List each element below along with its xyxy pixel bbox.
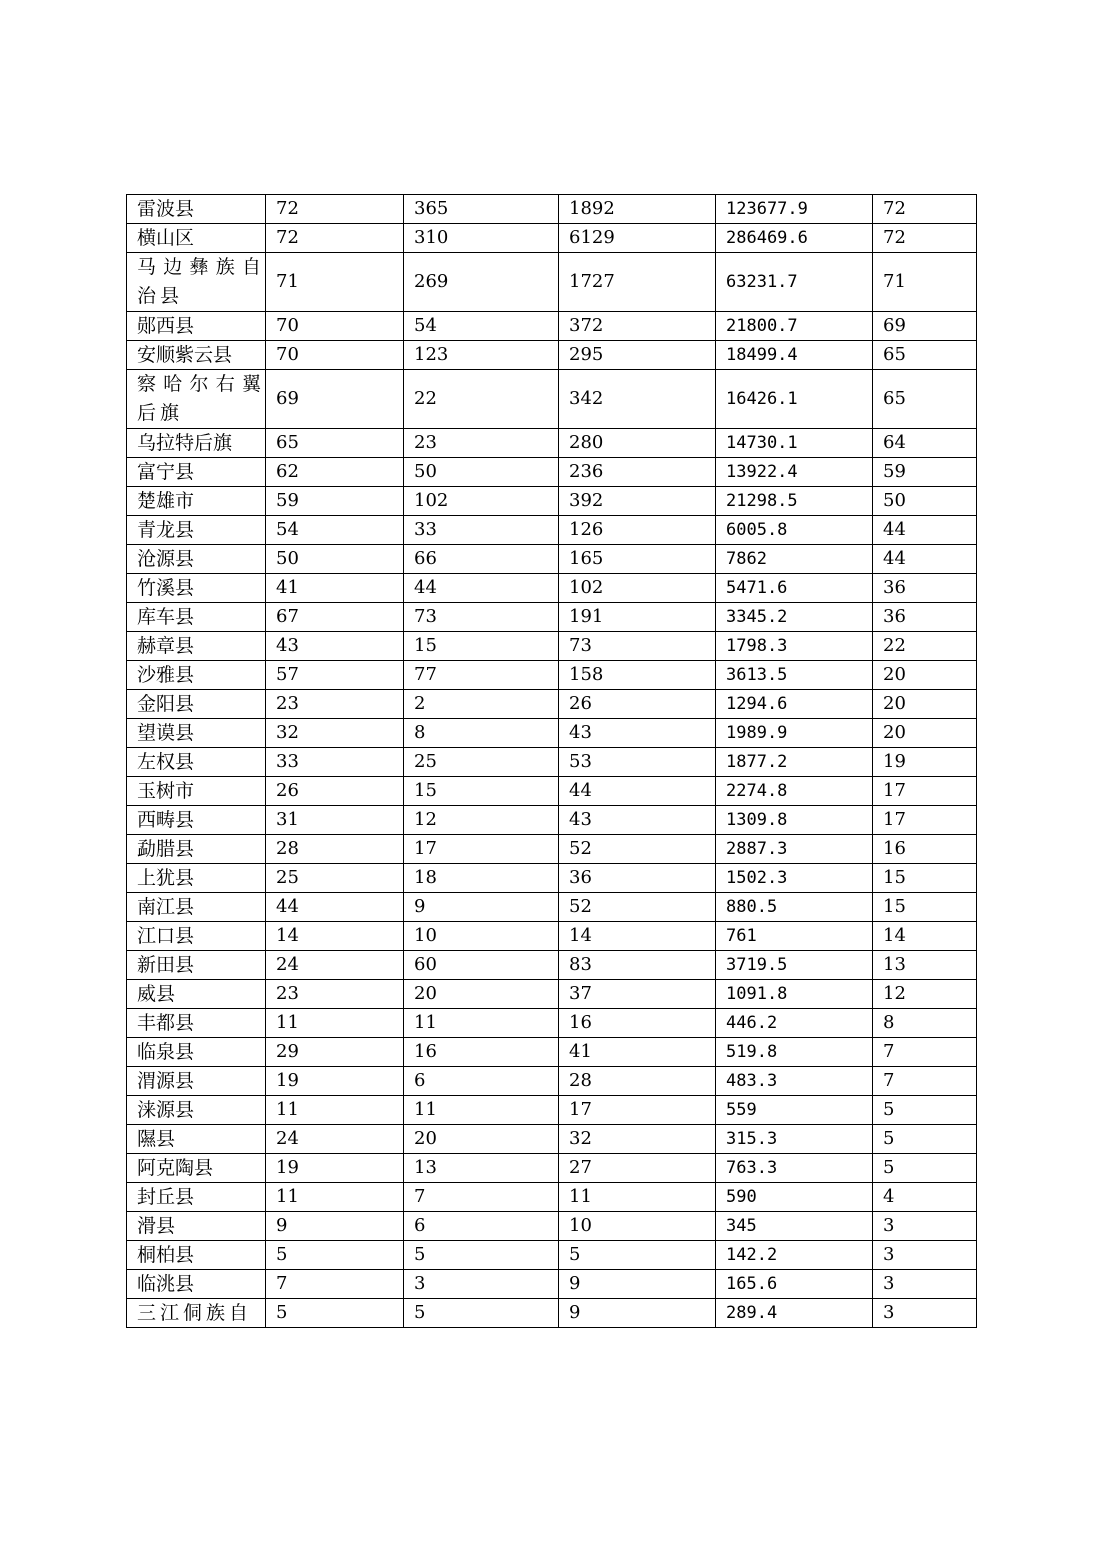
value-cell-c1: 71 (266, 253, 404, 312)
county-name-cell: 西畴县 (127, 806, 266, 835)
value-cell-c5: 17 (873, 777, 977, 806)
county-name-cell: 富宁县 (127, 458, 266, 487)
county-data-table (126, 194, 977, 1328)
value-cell-c2: 2 (404, 690, 559, 719)
value-cell-c4: 2887.3 (716, 835, 873, 864)
value-cell-c4: 123677.9 (716, 195, 873, 224)
value-cell-c1: 29 (266, 1038, 404, 1067)
value-cell-c4: 483.3 (716, 1067, 873, 1096)
table-row (127, 1183, 977, 1212)
county-name-cell: 沙雅县 (127, 661, 266, 690)
table-row (127, 1125, 977, 1154)
value-cell-c3: 10 (559, 1212, 716, 1241)
value-cell-c3: 102 (559, 574, 716, 603)
value-cell-c2: 18 (404, 864, 559, 893)
table-row (127, 1270, 977, 1299)
value-cell-c1: 11 (266, 1096, 404, 1125)
value-cell-c2: 77 (404, 661, 559, 690)
table-row (127, 370, 977, 429)
value-cell-c3: 16 (559, 1009, 716, 1038)
value-cell-c3: 36 (559, 864, 716, 893)
county-name-cell: 青龙县 (127, 516, 266, 545)
value-cell-c2: 15 (404, 632, 559, 661)
value-cell-c3: 342 (559, 370, 716, 429)
value-cell-c4: 3719.5 (716, 951, 873, 980)
value-cell-c2: 73 (404, 603, 559, 632)
table-row (127, 806, 977, 835)
value-cell-c2: 25 (404, 748, 559, 777)
county-name-cell: 威县 (127, 980, 266, 1009)
value-cell-c3: 27 (559, 1154, 716, 1183)
value-cell-c3: 73 (559, 632, 716, 661)
value-cell-c2: 123 (404, 341, 559, 370)
table-row (127, 341, 977, 370)
table-row (127, 893, 977, 922)
value-cell-c5: 7 (873, 1067, 977, 1096)
value-cell-c4: 16426.1 (716, 370, 873, 429)
county-name-cell: 玉树市 (127, 777, 266, 806)
value-cell-c4: 142.2 (716, 1241, 873, 1270)
table-row (127, 487, 977, 516)
value-cell-c3: 41 (559, 1038, 716, 1067)
value-cell-c5: 8 (873, 1009, 977, 1038)
county-name-cell: 涞源县 (127, 1096, 266, 1125)
value-cell-c4: 1294.6 (716, 690, 873, 719)
table-row (127, 429, 977, 458)
table-row (127, 748, 977, 777)
value-cell-c4: 315.3 (716, 1125, 873, 1154)
county-name-cell: 望谟县 (127, 719, 266, 748)
value-cell-c1: 26 (266, 777, 404, 806)
value-cell-c4: 1091.8 (716, 980, 873, 1009)
value-cell-c4: 1309.8 (716, 806, 873, 835)
value-cell-c5: 44 (873, 545, 977, 574)
value-cell-c4: 21800.7 (716, 312, 873, 341)
value-cell-c5: 19 (873, 748, 977, 777)
value-cell-c2: 5 (404, 1299, 559, 1328)
value-cell-c3: 53 (559, 748, 716, 777)
value-cell-c2: 16 (404, 1038, 559, 1067)
value-cell-c1: 69 (266, 370, 404, 429)
value-cell-c2: 13 (404, 1154, 559, 1183)
table-row (127, 195, 977, 224)
county-name-cell: 雷波县 (127, 195, 266, 224)
value-cell-c1: 19 (266, 1154, 404, 1183)
value-cell-c5: 3 (873, 1299, 977, 1328)
value-cell-c1: 23 (266, 980, 404, 1009)
county-name-cell: 临泉县 (127, 1038, 266, 1067)
county-name-cell: 勐腊县 (127, 835, 266, 864)
value-cell-c2: 310 (404, 224, 559, 253)
value-cell-c1: 9 (266, 1212, 404, 1241)
value-cell-c1: 24 (266, 951, 404, 980)
value-cell-c3: 126 (559, 516, 716, 545)
table-row (127, 777, 977, 806)
table-row (127, 719, 977, 748)
value-cell-c3: 295 (559, 341, 716, 370)
value-cell-c2: 3 (404, 1270, 559, 1299)
value-cell-c3: 26 (559, 690, 716, 719)
county-name-cell: 封丘县 (127, 1183, 266, 1212)
value-cell-c1: 59 (266, 487, 404, 516)
value-cell-c5: 72 (873, 195, 977, 224)
value-cell-c2: 11 (404, 1096, 559, 1125)
value-cell-c1: 72 (266, 195, 404, 224)
table-row (127, 1096, 977, 1125)
value-cell-c1: 62 (266, 458, 404, 487)
county-name-cell: 丰都县 (127, 1009, 266, 1038)
value-cell-c1: 19 (266, 1067, 404, 1096)
value-cell-c3: 372 (559, 312, 716, 341)
value-cell-c2: 269 (404, 253, 559, 312)
value-cell-c2: 44 (404, 574, 559, 603)
value-cell-c5: 69 (873, 312, 977, 341)
value-cell-c3: 17 (559, 1096, 716, 1125)
value-cell-c4: 21298.5 (716, 487, 873, 516)
value-cell-c1: 70 (266, 341, 404, 370)
value-cell-c2: 10 (404, 922, 559, 951)
value-cell-c2: 9 (404, 893, 559, 922)
value-cell-c1: 31 (266, 806, 404, 835)
value-cell-c2: 15 (404, 777, 559, 806)
value-cell-c2: 5 (404, 1241, 559, 1270)
value-cell-c3: 1892 (559, 195, 716, 224)
table-row (127, 661, 977, 690)
value-cell-c3: 43 (559, 806, 716, 835)
value-cell-c3: 5 (559, 1241, 716, 1270)
value-cell-c2: 54 (404, 312, 559, 341)
value-cell-c2: 12 (404, 806, 559, 835)
table-row (127, 1299, 977, 1328)
value-cell-c2: 50 (404, 458, 559, 487)
value-cell-c1: 44 (266, 893, 404, 922)
value-cell-c3: 9 (559, 1299, 716, 1328)
value-cell-c2: 8 (404, 719, 559, 748)
county-name-cell: 乌拉特后旗 (127, 429, 266, 458)
table-row (127, 1009, 977, 1038)
value-cell-c5: 5 (873, 1096, 977, 1125)
table-row (127, 1154, 977, 1183)
table-row (127, 574, 977, 603)
value-cell-c2: 20 (404, 1125, 559, 1154)
value-cell-c5: 5 (873, 1125, 977, 1154)
value-cell-c4: 3613.5 (716, 661, 873, 690)
value-cell-c1: 43 (266, 632, 404, 661)
value-cell-c5: 3 (873, 1270, 977, 1299)
table-row (127, 224, 977, 253)
value-cell-c1: 23 (266, 690, 404, 719)
value-cell-c1: 54 (266, 516, 404, 545)
value-cell-c3: 37 (559, 980, 716, 1009)
county-name-cell: 新田县 (127, 951, 266, 980)
value-cell-c3: 165 (559, 545, 716, 574)
value-cell-c4: 7862 (716, 545, 873, 574)
value-cell-c4: 1798.3 (716, 632, 873, 661)
value-cell-c5: 3 (873, 1212, 977, 1241)
table-row (127, 980, 977, 1009)
value-cell-c5: 36 (873, 603, 977, 632)
value-cell-c3: 191 (559, 603, 716, 632)
value-cell-c4: 880.5 (716, 893, 873, 922)
county-name-cell: 郧西县 (127, 312, 266, 341)
value-cell-c2: 20 (404, 980, 559, 1009)
value-cell-c4: 1989.9 (716, 719, 873, 748)
value-cell-c3: 236 (559, 458, 716, 487)
value-cell-c5: 15 (873, 864, 977, 893)
value-cell-c3: 43 (559, 719, 716, 748)
value-cell-c4: 63231.7 (716, 253, 873, 312)
value-cell-c1: 67 (266, 603, 404, 632)
value-cell-c1: 25 (266, 864, 404, 893)
value-cell-c2: 17 (404, 835, 559, 864)
value-cell-c1: 41 (266, 574, 404, 603)
value-cell-c3: 6129 (559, 224, 716, 253)
value-cell-c3: 52 (559, 893, 716, 922)
value-cell-c5: 15 (873, 893, 977, 922)
value-cell-c2: 60 (404, 951, 559, 980)
value-cell-c5: 50 (873, 487, 977, 516)
table-row (127, 1241, 977, 1270)
value-cell-c4: 5471.6 (716, 574, 873, 603)
value-cell-c4: 345 (716, 1212, 873, 1241)
value-cell-c5: 4 (873, 1183, 977, 1212)
value-cell-c5: 65 (873, 370, 977, 429)
value-cell-c5: 59 (873, 458, 977, 487)
value-cell-c4: 763.3 (716, 1154, 873, 1183)
value-cell-c3: 11 (559, 1183, 716, 1212)
table-body (127, 195, 977, 1328)
value-cell-c4: 13922.4 (716, 458, 873, 487)
value-cell-c1: 65 (266, 429, 404, 458)
value-cell-c3: 44 (559, 777, 716, 806)
county-name-cell: 安顺紫云县 (127, 341, 266, 370)
county-name-cell: 沧源县 (127, 545, 266, 574)
value-cell-c3: 158 (559, 661, 716, 690)
value-cell-c2: 102 (404, 487, 559, 516)
value-cell-c4: 559 (716, 1096, 873, 1125)
value-cell-c3: 9 (559, 1270, 716, 1299)
value-cell-c4: 590 (716, 1183, 873, 1212)
value-cell-c5: 13 (873, 951, 977, 980)
county-name-cell: 南江县 (127, 893, 266, 922)
county-name-cell: 横山区 (127, 224, 266, 253)
value-cell-c5: 72 (873, 224, 977, 253)
value-cell-c5: 14 (873, 922, 977, 951)
value-cell-c1: 11 (266, 1009, 404, 1038)
value-cell-c4: 519.8 (716, 1038, 873, 1067)
value-cell-c2: 6 (404, 1067, 559, 1096)
table-row (127, 516, 977, 545)
value-cell-c1: 7 (266, 1270, 404, 1299)
value-cell-c1: 72 (266, 224, 404, 253)
table-row (127, 835, 977, 864)
value-cell-c1: 57 (266, 661, 404, 690)
county-name-cell: 桐柏县 (127, 1241, 266, 1270)
value-cell-c5: 7 (873, 1038, 977, 1067)
value-cell-c5: 22 (873, 632, 977, 661)
value-cell-c1: 32 (266, 719, 404, 748)
value-cell-c5: 71 (873, 253, 977, 312)
table-row (127, 690, 977, 719)
value-cell-c4: 18499.4 (716, 341, 873, 370)
county-name-cell: 渭源县 (127, 1067, 266, 1096)
county-name-cell: 阿克陶县 (127, 1154, 266, 1183)
table-row (127, 632, 977, 661)
table-row (127, 253, 977, 312)
value-cell-c2: 33 (404, 516, 559, 545)
county-name-cell: 三江侗族自 (127, 1299, 266, 1328)
county-name-cell: 隰县 (127, 1125, 266, 1154)
table-row (127, 864, 977, 893)
table-row (127, 1067, 977, 1096)
value-cell-c3: 83 (559, 951, 716, 980)
table-row (127, 951, 977, 980)
value-cell-c4: 1502.3 (716, 864, 873, 893)
value-cell-c5: 64 (873, 429, 977, 458)
value-cell-c5: 5 (873, 1154, 977, 1183)
value-cell-c5: 16 (873, 835, 977, 864)
value-cell-c1: 5 (266, 1241, 404, 1270)
value-cell-c5: 3 (873, 1241, 977, 1270)
table-row (127, 1038, 977, 1067)
value-cell-c3: 28 (559, 1067, 716, 1096)
value-cell-c5: 65 (873, 341, 977, 370)
table-row (127, 1212, 977, 1241)
value-cell-c1: 14 (266, 922, 404, 951)
value-cell-c2: 11 (404, 1009, 559, 1038)
value-cell-c4: 1877.2 (716, 748, 873, 777)
value-cell-c5: 36 (873, 574, 977, 603)
value-cell-c3: 32 (559, 1125, 716, 1154)
value-cell-c3: 1727 (559, 253, 716, 312)
value-cell-c2: 7 (404, 1183, 559, 1212)
value-cell-c2: 66 (404, 545, 559, 574)
value-cell-c4: 2274.8 (716, 777, 873, 806)
value-cell-c5: 20 (873, 719, 977, 748)
value-cell-c3: 280 (559, 429, 716, 458)
value-cell-c3: 14 (559, 922, 716, 951)
value-cell-c4: 289.4 (716, 1299, 873, 1328)
value-cell-c5: 20 (873, 690, 977, 719)
value-cell-c5: 17 (873, 806, 977, 835)
value-cell-c4: 3345.2 (716, 603, 873, 632)
county-name-cell: 马边彝族自治县 (127, 253, 266, 312)
value-cell-c1: 5 (266, 1299, 404, 1328)
value-cell-c1: 11 (266, 1183, 404, 1212)
county-name-cell: 滑县 (127, 1212, 266, 1241)
county-name-cell: 左权县 (127, 748, 266, 777)
value-cell-c2: 365 (404, 195, 559, 224)
value-cell-c2: 23 (404, 429, 559, 458)
county-name-cell: 库车县 (127, 603, 266, 632)
value-cell-c4: 165.6 (716, 1270, 873, 1299)
county-name-cell: 上犹县 (127, 864, 266, 893)
table-row (127, 458, 977, 487)
value-cell-c1: 50 (266, 545, 404, 574)
value-cell-c4: 6005.8 (716, 516, 873, 545)
value-cell-c4: 286469.6 (716, 224, 873, 253)
value-cell-c4: 761 (716, 922, 873, 951)
county-name-cell: 赫章县 (127, 632, 266, 661)
value-cell-c1: 70 (266, 312, 404, 341)
value-cell-c4: 446.2 (716, 1009, 873, 1038)
county-name-cell: 察哈尔右翼后旗 (127, 370, 266, 429)
table-row (127, 922, 977, 951)
county-name-cell: 金阳县 (127, 690, 266, 719)
value-cell-c2: 22 (404, 370, 559, 429)
value-cell-c1: 28 (266, 835, 404, 864)
county-name-cell: 江口县 (127, 922, 266, 951)
value-cell-c4: 14730.1 (716, 429, 873, 458)
county-name-cell: 楚雄市 (127, 487, 266, 516)
value-cell-c5: 44 (873, 516, 977, 545)
value-cell-c2: 6 (404, 1212, 559, 1241)
county-name-cell: 临洮县 (127, 1270, 266, 1299)
table-row (127, 603, 977, 632)
table-row (127, 312, 977, 341)
value-cell-c1: 24 (266, 1125, 404, 1154)
value-cell-c3: 392 (559, 487, 716, 516)
county-name-cell: 竹溪县 (127, 574, 266, 603)
table-row (127, 545, 977, 574)
value-cell-c1: 33 (266, 748, 404, 777)
value-cell-c3: 52 (559, 835, 716, 864)
value-cell-c5: 20 (873, 661, 977, 690)
value-cell-c5: 12 (873, 980, 977, 1009)
